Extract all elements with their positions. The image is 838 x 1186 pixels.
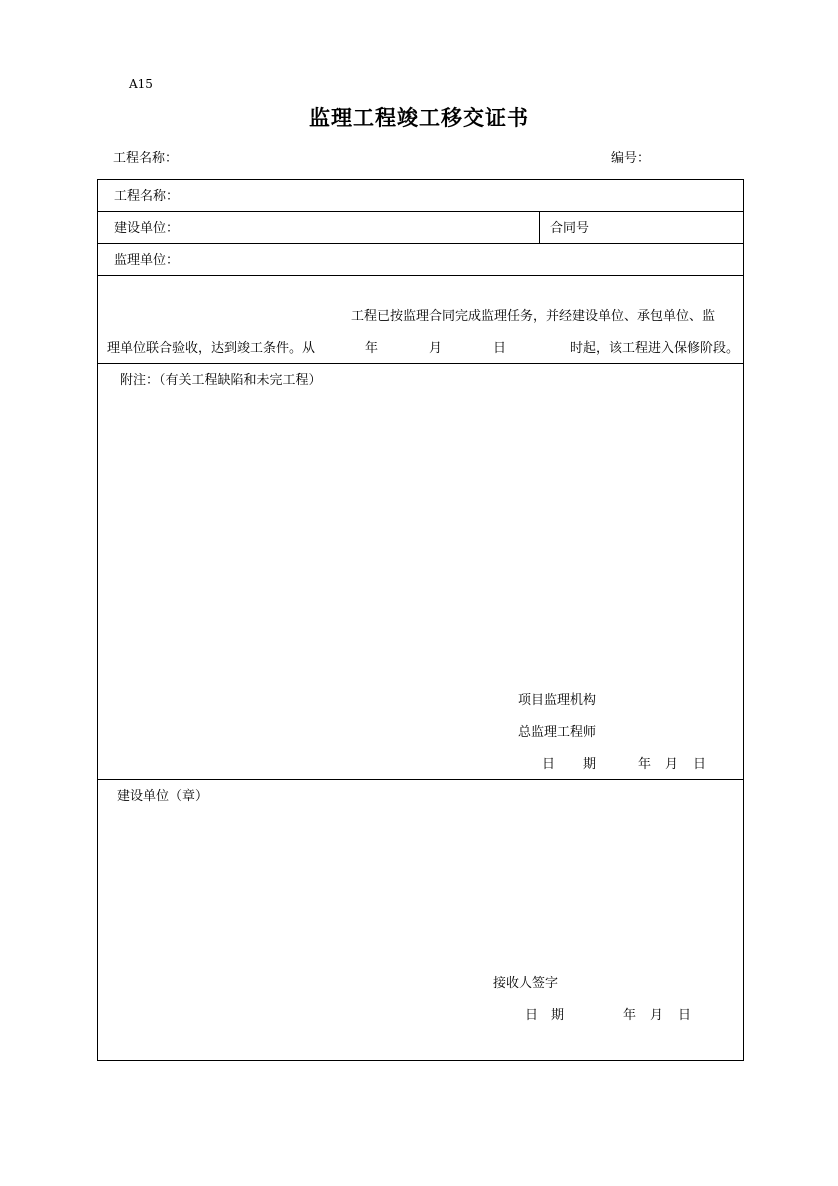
document-title: 监理工程竣工移交证书 — [309, 106, 529, 130]
date-label-char-1: 日 — [542, 757, 556, 772]
header-number-label: 编号： — [611, 151, 651, 166]
date-label-char-2: 期 — [583, 757, 597, 772]
contract-number-label: 合同号 — [550, 221, 590, 236]
owner-seal-label: 建设单位（章） — [117, 789, 209, 804]
project-name-label: 工程名称： — [114, 189, 180, 204]
date-label-char-2: 期 — [551, 1008, 565, 1023]
header-project-name-label: 工程名称： — [113, 151, 179, 166]
date-month: 月 — [665, 757, 679, 772]
supervision-unit-label: 监理单位： — [114, 253, 180, 268]
column-divider — [539, 211, 540, 243]
row-divider — [98, 779, 743, 780]
row-divider — [98, 211, 743, 212]
date-label-char-1: 日 — [525, 1008, 539, 1023]
statement-day: 日 — [493, 341, 507, 356]
row-divider — [98, 363, 743, 364]
chief-engineer-label: 总监理工程师 — [518, 725, 597, 740]
date-year: 年 — [623, 1008, 637, 1023]
statement-month: 月 — [429, 341, 443, 356]
row-divider — [98, 275, 743, 276]
form-code: A15 — [129, 77, 153, 91]
date-month: 月 — [650, 1008, 664, 1023]
supervision-org-label: 项目监理机构 — [518, 693, 597, 708]
receiver-signature-label: 接收人签字 — [493, 976, 559, 991]
date-year: 年 — [638, 757, 652, 772]
date-day: 日 — [678, 1008, 692, 1023]
statement-year: 年 — [365, 341, 379, 356]
statement-line-2-end: 时起，该工程进入保修阶段。 — [570, 341, 740, 356]
construction-unit-label: 建设单位： — [114, 221, 180, 236]
statement-line-1: 工程已按监理合同完成监理任务，并经建设单位、承包单位、监 — [351, 309, 716, 324]
handover-form-table — [97, 179, 744, 1061]
row-divider — [98, 243, 743, 244]
notes-label: 附注：（有关工程缺陷和未完工程） — [120, 373, 322, 388]
date-day: 日 — [693, 757, 707, 772]
statement-line-2-start: 理单位联合验收，达到竣工条件。从 — [107, 341, 316, 356]
